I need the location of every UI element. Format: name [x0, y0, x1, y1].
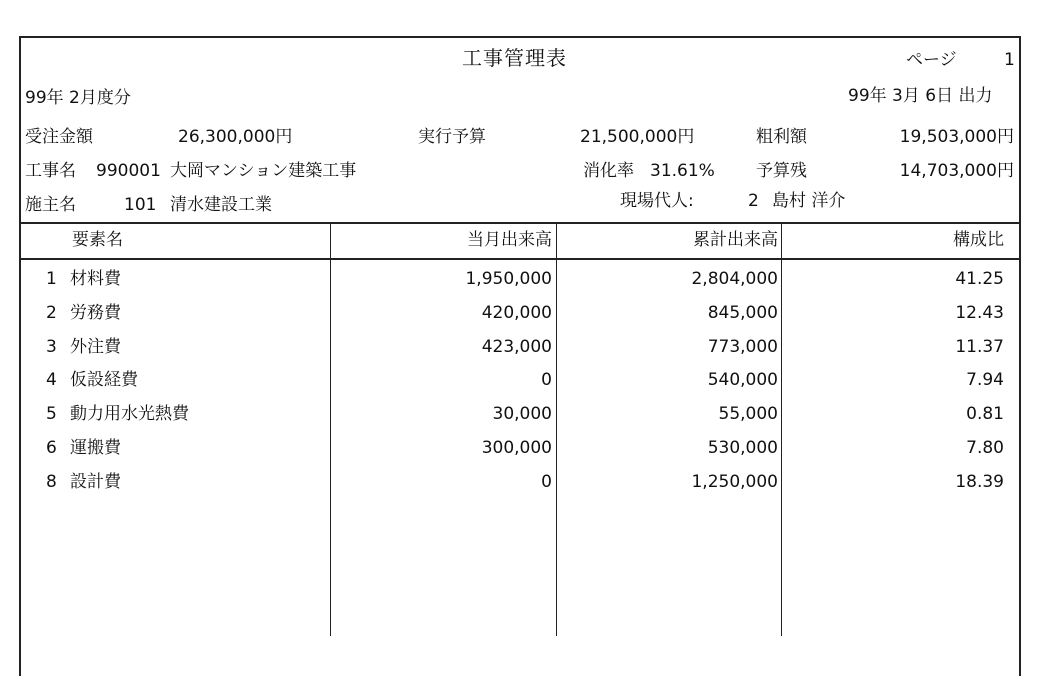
- row-cumulative-amount: 55,000: [718, 404, 778, 424]
- client-name: 清水建設工業: [170, 195, 272, 215]
- budget-label: 実行予算: [418, 127, 486, 147]
- row-cumulative-amount: 540,000: [707, 370, 778, 390]
- row-item-name: 仮設経費: [70, 370, 138, 390]
- row-item-name: 動力用水光熱費: [70, 404, 189, 424]
- row-number: 6: [46, 438, 57, 458]
- report-title: 工事管理表: [462, 46, 567, 70]
- table-header-border: [19, 258, 1021, 260]
- row-cumulative-amount: 2,804,000: [691, 269, 778, 289]
- row-ratio: 0.81: [966, 404, 1004, 424]
- output-date: 99年 3月 6日 出力: [848, 86, 993, 106]
- row-month-amount: 300,000: [481, 438, 552, 458]
- row-ratio: 7.94: [966, 370, 1004, 390]
- row-item-name: 外注費: [70, 337, 121, 357]
- row-month-amount: 0: [541, 370, 552, 390]
- site-agent-name: 島村 洋介: [772, 191, 846, 211]
- column-header-ratio: 構成比: [953, 230, 1004, 250]
- row-number: 4: [46, 370, 57, 390]
- row-cumulative-amount: 773,000: [707, 337, 778, 357]
- row-item-name: 運搬費: [70, 438, 121, 458]
- row-month-amount: 1,950,000: [465, 269, 552, 289]
- consumption-rate-label: 消化率: [583, 161, 634, 181]
- page-number: 1: [1004, 50, 1015, 70]
- table-top-border: [19, 222, 1021, 224]
- row-ratio: 12.43: [955, 303, 1004, 323]
- column-header-month: 当月出来高: [467, 230, 552, 250]
- column-divider-2: [556, 223, 557, 636]
- row-number: 2: [46, 303, 57, 323]
- page-label: ページ: [906, 50, 957, 70]
- row-number: 3: [46, 337, 57, 357]
- column-divider-1: [330, 223, 331, 636]
- row-number: 8: [46, 472, 57, 492]
- column-divider-3: [781, 223, 782, 636]
- row-month-amount: 0: [541, 472, 552, 492]
- project-code: 990001: [96, 161, 161, 181]
- report-period: 99年 2月度分: [25, 88, 131, 108]
- remaining-budget-label: 予算残: [756, 161, 807, 181]
- row-month-amount: 423,000: [481, 337, 552, 357]
- gross-profit-label: 粗利額: [756, 127, 807, 147]
- row-ratio: 7.80: [966, 438, 1004, 458]
- consumption-rate-value: 31.61%: [650, 161, 715, 181]
- project-name: 大岡マンション建築工事: [170, 161, 357, 181]
- row-cumulative-amount: 845,000: [707, 303, 778, 323]
- row-item-name: 材料費: [70, 269, 121, 289]
- column-header-item: 要素名: [72, 230, 123, 250]
- row-ratio: 18.39: [955, 472, 1004, 492]
- budget-value: 21,500,000円: [580, 127, 695, 147]
- row-month-amount: 30,000: [492, 404, 552, 424]
- client-code: 101: [124, 195, 157, 215]
- contract-amount-label: 受注金額: [25, 127, 93, 147]
- row-cumulative-amount: 1,250,000: [691, 472, 778, 492]
- client-name-label: 施主名: [25, 195, 76, 215]
- row-ratio: 11.37: [955, 337, 1004, 357]
- gross-profit-value: 19,503,000円: [899, 127, 1014, 147]
- remaining-budget-value: 14,703,000円: [899, 161, 1014, 181]
- row-number: 1: [46, 269, 57, 289]
- row-number: 5: [46, 404, 57, 424]
- site-agent-label: 現場代人:: [620, 191, 694, 211]
- row-cumulative-amount: 530,000: [707, 438, 778, 458]
- row-item-name: 労務費: [70, 303, 121, 323]
- project-name-label: 工事名: [25, 161, 76, 181]
- contract-amount-value: 26,300,000円: [178, 127, 293, 147]
- site-agent-code: 2: [748, 191, 759, 211]
- row-ratio: 41.25: [955, 269, 1004, 289]
- row-item-name: 設計費: [70, 472, 121, 492]
- column-header-cumulative: 累計出来高: [693, 230, 778, 250]
- row-month-amount: 420,000: [481, 303, 552, 323]
